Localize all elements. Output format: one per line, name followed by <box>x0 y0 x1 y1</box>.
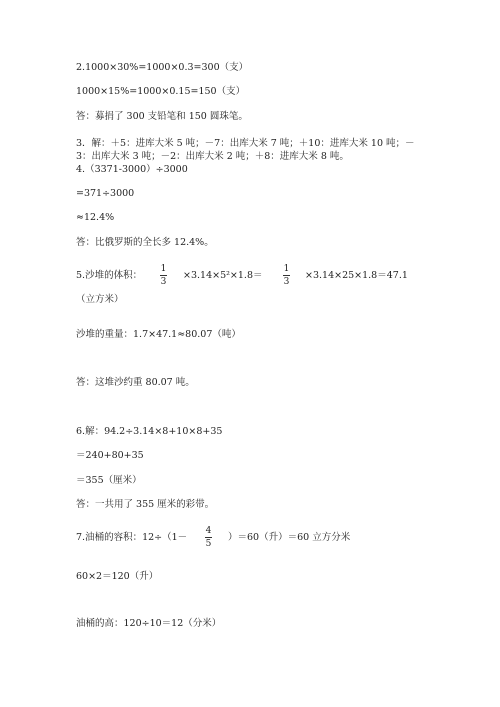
fraction-denominator: 3 <box>283 277 290 287</box>
q7-capacity-expr-1: 7.油桶的容积：12÷（1－ <box>76 532 188 543</box>
q7-capacity-expr-2: ）＝60（升）＝60 立方分米 <box>228 532 351 543</box>
fraction-one-third-2 <box>283 264 290 287</box>
q3-line-1: 3．解：＋5：进库大米 5 吨；－7：出库大米 7 吨；＋10：进库大米 10 吨；－ <box>76 138 415 149</box>
q4-line-3: ≈12.4% <box>76 212 115 223</box>
fraction-bar <box>283 275 290 276</box>
fraction-numerator: 1 <box>283 264 290 274</box>
q4-line-1: 4.（3371-3000）÷3000 <box>76 164 188 175</box>
q6-line-3: ＝355（厘米） <box>76 475 142 486</box>
q4-line-2: =371÷3000 <box>76 188 135 199</box>
q5-volume-label: 5.沙堆的体积： <box>76 270 143 281</box>
fraction-numerator: 4 <box>205 526 212 536</box>
q2-line-2: 1000×15%=1000×0.15=150（支） <box>76 86 246 97</box>
q5-weight: 沙堆的重量：1.7×47.1≈80.07（吨） <box>76 329 241 340</box>
fraction-bar <box>160 275 167 276</box>
q4-answer: 答：比俄罗斯的全长多 12.4%。 <box>76 237 214 248</box>
fraction-denominator: 5 <box>205 539 212 549</box>
q6-line-1: 6.解：94.2÷3.14×8+10×8+35 <box>76 426 223 437</box>
q2-answer: 答：募捐了 300 支铅笔和 150 圆珠笔。 <box>76 111 248 122</box>
fraction-four-fifths <box>205 526 212 549</box>
q5-volume-expr-1: ×3.14×5²×1.8＝ <box>183 270 263 281</box>
q6-answer: 答：一共用了 355 厘米的彩带。 <box>76 499 215 510</box>
q6-line-2: ＝240+80+35 <box>76 450 144 461</box>
q5-volume-expr-2: ×3.14×25×1.8＝47.1 <box>305 270 408 281</box>
fraction-denominator: 3 <box>160 277 167 287</box>
q5-volume-unit: （立方米） <box>76 294 124 305</box>
q7-line-2: 60×2＝120（升） <box>76 571 159 582</box>
q5-answer: 答：这堆沙约重 80.07 吨。 <box>76 377 195 388</box>
fraction-bar <box>205 537 212 538</box>
q2-line-1: 2.1000×30%=1000×0.3=300（支） <box>76 62 249 73</box>
q3-line-2: 3：出库大米 3 吨；－2：出库大米 2 吨；＋8：进库大米 8 吨。 <box>76 151 349 162</box>
fraction-one-third-1 <box>160 264 167 287</box>
q7-height: 油桶的高：120÷10＝12（分米） <box>76 618 222 629</box>
fraction-numerator: 1 <box>160 264 167 274</box>
